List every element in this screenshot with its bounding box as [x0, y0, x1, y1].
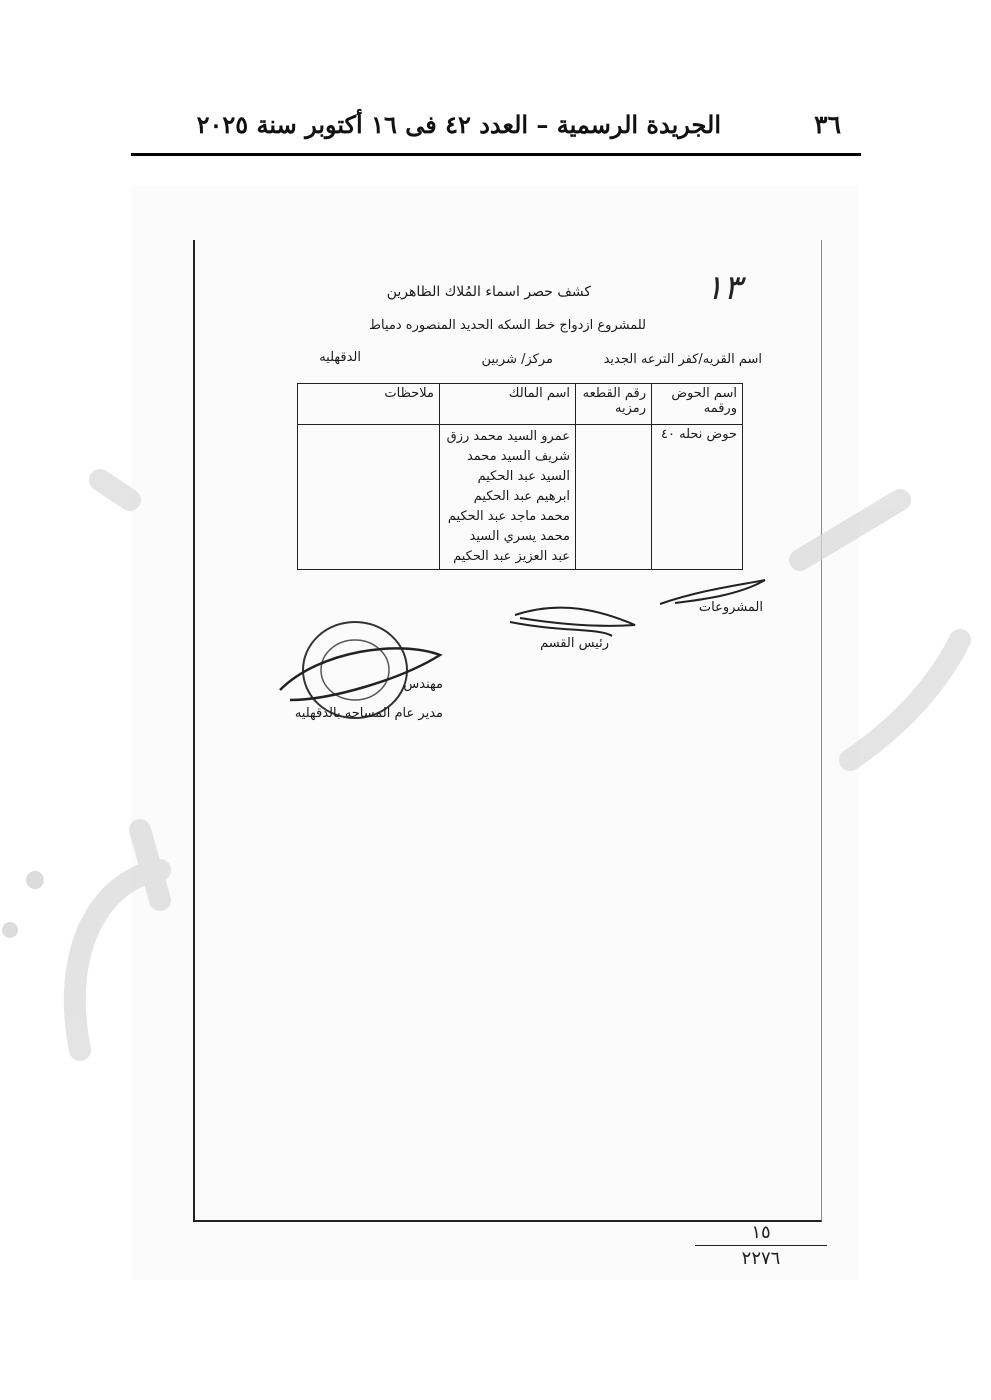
- watermark-stroke: [100, 480, 130, 500]
- label-projects: المشروعات: [698, 600, 763, 615]
- owner-name: شريف السيد محمد: [466, 449, 570, 464]
- label-general-manager: مدير عام المساحه بالدقهليه: [294, 706, 443, 721]
- village-name: اسم القريه/كفر الترعه الجديد: [603, 352, 762, 367]
- governorate-name: الدقهليه: [319, 350, 361, 365]
- cell-parcel: [576, 425, 652, 570]
- label-section-head: رئيس القسم: [540, 636, 609, 651]
- owner-name: السيد عبد الحكيم: [477, 469, 570, 484]
- page-number: ٣٦: [814, 110, 841, 139]
- watermark-stroke: [850, 640, 960, 760]
- fraction-denominator: ٢٢٧٦: [741, 1248, 781, 1269]
- watermark-dot: [26, 871, 44, 889]
- watermark-dot: [2, 922, 18, 938]
- handwritten-reference: ١٣: [705, 268, 742, 308]
- document-title: كشف حصر اسماء المُلاك الظاهرين: [386, 284, 591, 300]
- header-basin: اسم الحوض ورقمه: [652, 384, 743, 425]
- table-row: [298, 425, 743, 570]
- gazette-title: الجريدة الرسمية – العدد ٤٢ فى ١٦ أكتوبر سنة ٢٠٢٥: [196, 110, 721, 139]
- label-engineer: مهندس: [403, 677, 443, 692]
- owner-name: عمرو السيد محمد رزق: [446, 429, 570, 444]
- page-fraction: [695, 1222, 827, 1269]
- cell-basin: حوض نحله ٤٠: [652, 425, 743, 570]
- owner-name: ابرهيم عبد الحكيم: [473, 489, 570, 504]
- header-divider: [131, 153, 861, 156]
- document-subtitle: للمشروع ازدواج خط السكه الحديد المنصوره دمياط: [368, 318, 646, 333]
- header-parcel: رقم القطعه رمزيه: [576, 384, 652, 425]
- owner-name: محمد ماجد عبد الحكيم: [447, 509, 570, 524]
- fraction-line: [695, 1245, 827, 1246]
- owner-name: محمد يسري السيد: [469, 529, 570, 544]
- owners-table: [297, 383, 743, 570]
- fraction-numerator: ١٥: [751, 1222, 771, 1243]
- header-owner: اسم المالك: [440, 384, 576, 425]
- cell-notes: [298, 425, 440, 570]
- district-name: مركز/ شربين: [481, 352, 553, 367]
- owner-name: عبد العزيز عبد الحكيم: [453, 549, 570, 564]
- table-header-row: [298, 384, 743, 425]
- cell-owners: [440, 425, 576, 570]
- header-notes: ملاحظات: [298, 384, 440, 425]
